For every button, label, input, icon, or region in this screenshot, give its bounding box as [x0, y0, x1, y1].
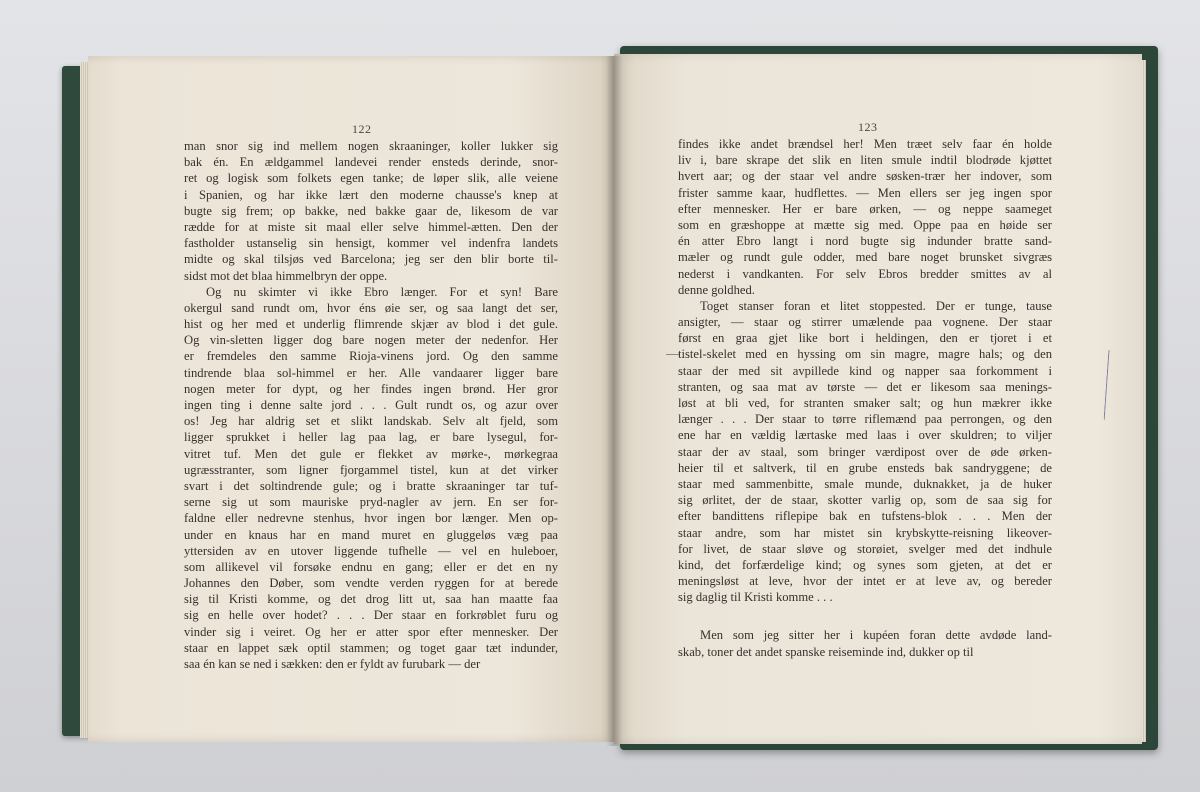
paragraph	[678, 627, 1052, 659]
text-line: løst at bli ved, for stranten smaker salt; og hun mækrer ikke	[678, 396, 1052, 410]
text-line: hvert aar; og der staar vel andre søsken-trær her indover, som	[678, 169, 1052, 184]
text-line: ligger sprukket i heller lag paa lag, er bare lysegul, for-	[184, 430, 558, 445]
text-line: midte og skal tilsjøs ved Barcelona; jeg ser den blir borte til-	[184, 252, 558, 267]
page-number-right: 123	[858, 120, 878, 134]
paragraph	[184, 138, 558, 284]
text-line: Og nu skimter vi ikke Ebro længer. For et syn! Bare	[206, 284, 558, 299]
text-line: vinder sig i veiret. Og her er atter spor efter mennesker. Der	[184, 624, 558, 639]
text-line: efter mennesker. Her er bare ørken, — og neppe saameget	[678, 201, 1052, 216]
text-line: os! Jeg har aldrig set et slikt landskab. Selv alt fjeld, som	[184, 414, 558, 429]
text-line: staar der med sit avpillede kind og napper saa forkomment i	[678, 363, 1052, 378]
text-line: sig daglig til Kristi komme . . .	[678, 590, 833, 605]
text-line: sig til Kristi komme, og det drog litt ut, saa han maatte faa	[184, 592, 558, 607]
paragraph	[678, 136, 1052, 298]
text-line: findes ikke andet brændsel her! Men træet selv faar én holde	[678, 137, 1052, 151]
text-line: under en knaus har en mand muret en gluggeløs væg paa	[184, 527, 558, 542]
text-line: bugte sig frem; op bakke, ned bakke gaar de, likesom de var	[184, 203, 558, 218]
text-line: bak én. En ældgammel landevei render ensteds derinde, snor-	[184, 155, 558, 170]
text-line: Toget stanser foran et litet stoppested. Der er tunge, tause	[700, 298, 1052, 313]
text-line: er fremdeles den samme Rioja-vinens jord. Og den samme	[184, 349, 558, 364]
text-line: i Spanien, og har ikke lært den moderne chausse's knep at	[184, 187, 558, 202]
text-line: ingen ting i denne salte jord . . . Gult rundt os, og azur over	[184, 398, 558, 412]
text-line: nederst i vandkanten. For selv Ebros bredder smittes av al	[678, 266, 1052, 281]
text-line: skab, toner det andet spanske reiseminde ind, dukker op til	[678, 644, 974, 659]
text-line: Men som jeg sitter her i kupéen foran dette avdøde land-	[700, 628, 1052, 643]
text-line: kind, det forfærdelige kind; og synes som gjeten, at det er	[678, 557, 1052, 572]
text-line: ugræsstranter, som ligner fjorgammel tistel, kun at det virker	[184, 462, 558, 477]
paragraph-gap	[678, 605, 1052, 627]
text-line: som allikevel vil forsøke endnu en gang; eller er det en ny	[184, 559, 558, 574]
text-line: vitret tuf. Men det gule er flekket av mørke-, mørkegraa	[184, 446, 558, 461]
text-line: ene har en vældig lærtaske med laas i over skuldren; to viljer	[678, 428, 1052, 443]
right-page	[614, 54, 1142, 744]
text-line: serne sig ut som mauriske pryd-nagler av jern. En ser for-	[184, 495, 558, 510]
text-line: fastholder ustanselig sin hensigt, kommer vel indenfra landets	[184, 236, 558, 251]
text-line: liv i, bare skrape det slik en liten smule indtil blodrøde kjøttet	[678, 153, 1052, 168]
pencil-mark-margin	[1104, 350, 1114, 420]
right-page-text	[678, 136, 1052, 660]
paragraph	[678, 298, 1052, 606]
paragraph	[184, 284, 558, 673]
left-page-text	[184, 138, 558, 672]
text-line: staar der av staal, som bringer værdipost over de øde ørken-	[678, 444, 1052, 459]
text-line: faldne eller nedrevne stenhus, hvor ingen bor længer. Men op-	[184, 511, 558, 526]
text-line: tindrende blaa sol-himmel er her. Alle vandaarer ligger bare	[184, 365, 558, 380]
text-line: længer . . . Der staar to tørre riflemænd paa perrongen, og den	[678, 412, 1052, 427]
text-line: staar andre, som har mistet sin krybskytte-reisning likeover-	[678, 525, 1052, 540]
text-line: stranten, og saa mat av tørste — det er likesom saa menings-	[678, 379, 1052, 394]
text-line: okergul sand rundt om, hvor éns øie ser, og saa langt det ser,	[184, 300, 558, 315]
book-gutter	[606, 56, 622, 746]
text-line: for livet, de staar sløve og storøiet, svelger med det indhule	[678, 541, 1052, 556]
text-line: sig en helle over hodet? . . . Der staar en forkrøblet furu og	[184, 608, 558, 623]
text-line: sidst mot det blaa himmelbryn der oppe.	[184, 268, 388, 283]
text-line: mæler og rundt gule odder, med bare noget brunsket sivgræs	[678, 250, 1052, 265]
text-line: tistel-skelet med en hyssing om sin magre, magre hals; og den	[678, 347, 1052, 362]
page-number-left: 122	[352, 122, 372, 136]
text-line: denne goldhed.	[678, 282, 755, 297]
text-line: frister samme kaar, hudflettes. — Men ellers ser jeg ingen spor	[678, 185, 1052, 200]
text-line: nogen meter for dypt, og her findes ingen brønd. Her gror	[184, 381, 558, 396]
text-line: én atter Ebro langt i nord bugte sig indunder bratte sand-	[678, 234, 1052, 249]
text-line: staar med sammenbitte, smale munde, duknakket, ja de huker	[678, 476, 1052, 491]
text-line: saa én kan se ned i sækken: den er fyldt av furubark — der	[184, 657, 481, 671]
text-line: heier til et saltverk, til en grube ensteds bak sandryggene; de	[678, 460, 1052, 475]
text-line: ret og logisk som folkets egen tanke; de løper slik, alle veiene	[184, 171, 558, 186]
text-line: først en graa gjet like bort i heldingen, den er tjoret i et	[678, 331, 1052, 346]
text-line: rædde for at miste sit maal eller selve himmel-ætten. Den der	[184, 219, 558, 234]
text-line: man snor sig ind mellem nogen skraaninger, koller lukker sig	[184, 139, 558, 153]
text-line: staar en lappet sæk optil stammen; og toget gaar tæt indunder,	[184, 640, 558, 655]
text-line: Og vin-sletten ligger dog bare nogen meter der nedenfor. Her	[184, 333, 558, 348]
text-line: svart i det soltindrende gule; og i bratte skraaninger tar tuf-	[184, 478, 558, 493]
text-line: sig ørlitet, der de staar, skotter varlig op, som de saa sig for	[678, 493, 1052, 508]
left-page	[88, 56, 616, 742]
text-line: som en græshoppe at mætte sig med. Oppe paa en høide ser	[678, 217, 1052, 232]
text-line: efter bandittens riflepipe bak en tufstens-blok . . . Men der	[678, 509, 1052, 524]
text-line: yttersiden av en utover liggende tufhelle — vel en huleboer,	[184, 543, 558, 558]
text-line: Johannes den Døber, som vendte verden ryggen for at berede	[184, 576, 558, 591]
text-line: ansigter, — staar og stirrer umælende paa vognene. Der staar	[678, 315, 1052, 330]
text-line: meningsløst at leve, hvor der intet er at leve av, og bereder	[678, 574, 1052, 589]
text-line: hist og her med et underlig flimrende skjær av blod i det gule.	[184, 317, 558, 332]
